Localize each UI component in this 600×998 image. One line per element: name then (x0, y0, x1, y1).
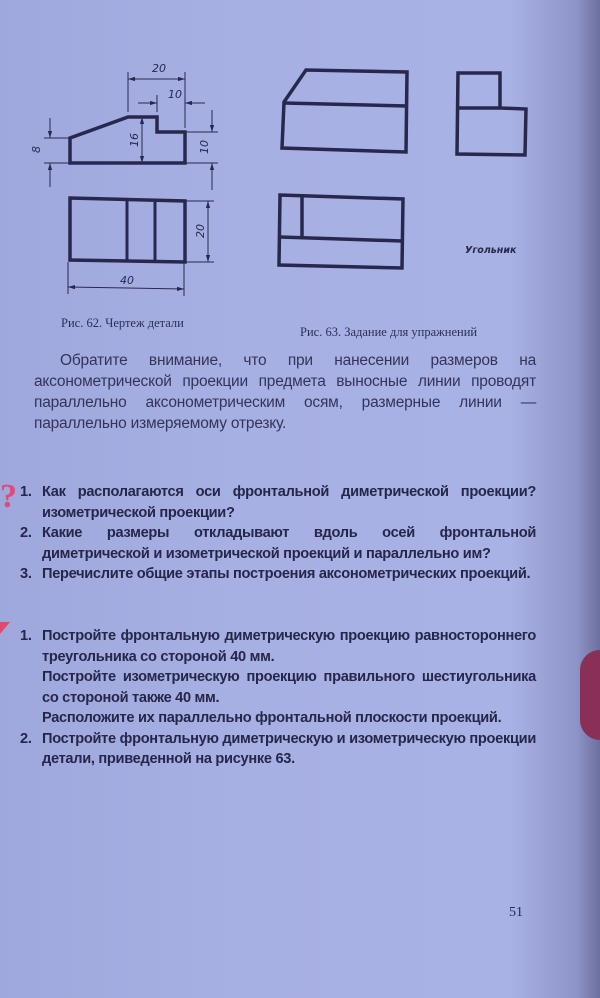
task-item (20, 626, 536, 729)
item-number: 2. (20, 730, 32, 747)
item-number: 2. (20, 525, 32, 541)
figures-drawing (0, 0, 600, 340)
dim-40: 40 (120, 274, 134, 287)
fig63-views (279, 70, 526, 268)
fig63-caption: Рис. 63. Задание для упражнений (300, 325, 478, 339)
task-item (20, 729, 536, 770)
fig62-caption: Рис. 62. Чертеж детали (61, 316, 184, 330)
fig62-top-view (68, 198, 214, 296)
question-item (20, 523, 536, 564)
dim-20-top: 20 (152, 62, 166, 75)
finger-shadow (580, 650, 600, 740)
dim-20-depth: 20 (194, 224, 207, 238)
task-line: Постройте фронтальную диметрическую проекцию равностороннего треугольника со стороной 40 мм. (42, 628, 536, 665)
question-item (20, 482, 536, 523)
task-triangle-icon (0, 622, 10, 634)
dim-10-right: 10 (198, 140, 211, 154)
paragraph-text: Обратите внимание, что при нанесении размеров на аксонометрической проекции предмета выносные линии проводят параллельно аксонометрическим осям, размерные линии — параллельно измеряемому отрезку. (34, 352, 536, 432)
item-text: Как располагаются оси фронтальной диметрической проекции? изометрической проекции? (42, 484, 536, 521)
dim-8: 8 (30, 146, 43, 153)
fig63-label: Угольник (465, 245, 517, 256)
body-paragraph (34, 350, 536, 434)
question-mark-icon: ? (0, 478, 17, 515)
fig62-front-view (44, 72, 218, 190)
dim-16: 16 (128, 133, 141, 147)
tasks-list (20, 626, 536, 770)
task-line: Расположите их параллельно фронтальной плоскости проекций. (42, 710, 502, 726)
item-text: Перечислите общие этапы построения аксонометрических проекций. (42, 566, 531, 582)
item-number: 3. (20, 566, 32, 582)
dim-10-step: 10 (168, 88, 182, 101)
item-number: 1. (20, 628, 32, 644)
item-number: 1. (20, 484, 32, 500)
task-line: Постройте фронтальную диметрическую и изометрическую проекции детали, приведенной на рисунке 63. (42, 730, 536, 767)
page-number: 51 (509, 905, 523, 920)
question-item (20, 564, 536, 585)
questions-list (20, 482, 536, 585)
item-text: Какие размеры откладывают вдоль осей фронтальной диметрической и изометрической проекций и параллельно им? (42, 525, 536, 562)
task-line: Постройте изометрическую проекцию правильного шестиугольника со стороной также 40 мм. (42, 669, 536, 706)
